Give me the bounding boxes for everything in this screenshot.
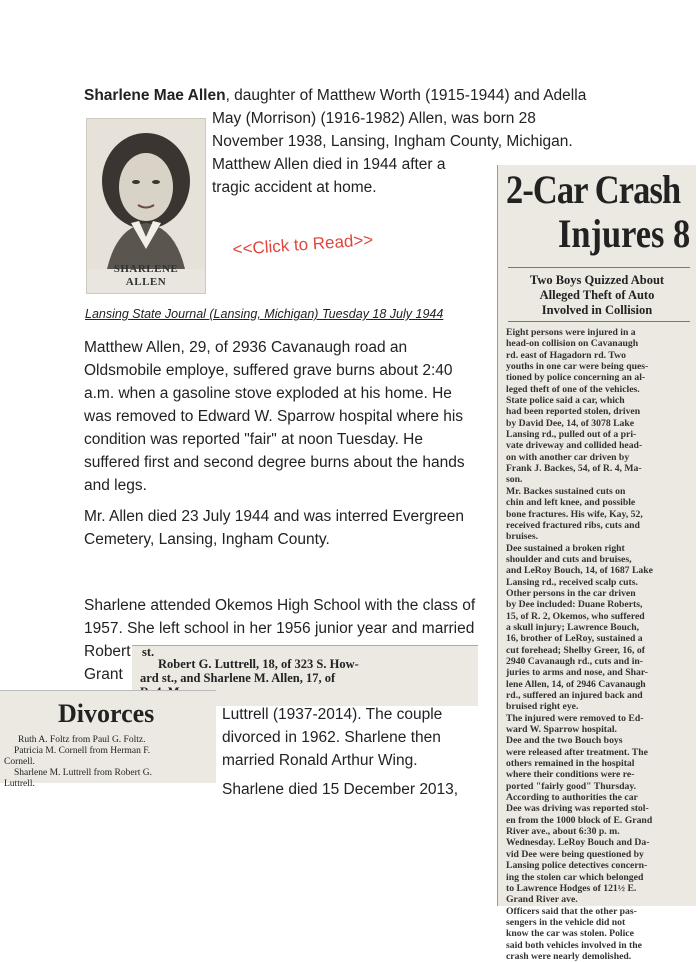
bio-line: tragic accident at home.: [212, 179, 377, 196]
article-body-line: leged theft of one of the vehicles.: [506, 383, 640, 395]
subhead-line: Involved in Collision: [541, 303, 653, 317]
article-body-line: Lansing police detectives concern-: [506, 860, 648, 872]
paragraph-line: Oldsmobile employe, suffered grave burns about 2:40: [84, 362, 453, 379]
article-body-line: a skull injury; Lawrence Bouch,: [506, 621, 640, 633]
article-body-line: State police said a car, which: [506, 395, 625, 407]
article-body-line: Lansing rd., pulled out of a pri-: [506, 429, 637, 441]
article-headline-line1: 2-Car Crash: [506, 167, 681, 212]
clipping-line: Luttrell.: [4, 779, 35, 789]
article-body-line: shoulder and cuts and bruises,: [506, 553, 632, 565]
divorces-heading: Divorces: [58, 699, 155, 728]
article-body-line: head-on collision on Cavanaugh: [506, 338, 639, 350]
article-body-line: Lansing rd., received scalp cuts.: [506, 576, 638, 588]
accident-paragraph: [84, 336, 484, 497]
paragraph-line: Cemetery, Lansing, Ingham County.: [84, 531, 330, 548]
paragraph-line: Mr. Allen died 23 July 1944 and was interred Evergreen: [84, 508, 464, 525]
bio-line: November 1938, Lansing, Ingham County, Michigan.: [212, 133, 573, 150]
bio-line: May (Morrison) (1916-1982) Allen, was born 28: [212, 110, 536, 127]
subhead-line: Two Boys Quizzed About: [529, 273, 665, 287]
paragraph-line: divorced in 1962. Sharlene then: [222, 729, 441, 746]
article-body-line: cut forehead; Shelby Greer, 16, of: [506, 644, 645, 656]
article-body-line: rd., suffered an injured back and: [506, 690, 643, 701]
article-body-line: crash were nearly demolished.: [506, 950, 632, 962]
article-body-line: had been reported stolen, driven: [506, 406, 641, 418]
article-body-line: vid Dee were being questioned by: [506, 848, 644, 860]
paragraph-line: 1957. She left school in her 1956 junior year and married: [84, 620, 475, 637]
article-body-line: Officers said that the other pas-: [506, 905, 637, 917]
photo-caption-line: ALLEN: [125, 276, 167, 288]
subhead-rule: [508, 321, 690, 322]
clipping-line: Patricia M. Cornell from Herman F.: [14, 746, 151, 756]
article-body-line: lene Allen, 14, of 2946 Cavanaugh: [506, 678, 646, 690]
death-paragraph: [84, 505, 484, 551]
crash-article-clipping: [497, 165, 696, 962]
article-body-line: Eight persons were injured in a: [506, 327, 636, 338]
article-body-line: ward W. Sparrow hospital.: [506, 724, 617, 736]
article-body-line: said both vehicles involved in the: [506, 939, 642, 951]
paragraph-line: Luttrell (1937-2014). The couple: [222, 706, 443, 723]
article-body-line: where their conditions were re-: [506, 769, 635, 781]
divorces-clipping: [0, 690, 216, 789]
bio-line: Matthew Allen died in 1944 after a: [212, 156, 446, 173]
article-body-line: en from the 1000 block of E. Grand: [506, 814, 653, 826]
clipping-line: Robert G. Luttrell, 18, of 323 S. How-: [158, 657, 359, 671]
divorce-paragraph: [222, 703, 502, 772]
article-body-line: According to authorities the car: [506, 792, 638, 804]
article-body-line: vate driveway and collided head-: [506, 440, 643, 452]
article-body-line: chin and left knee, and possible: [506, 497, 636, 509]
headline-rule: [508, 267, 690, 268]
article-body-line: rd. east of Hagadorn rd. Two: [506, 349, 626, 361]
paragraph-line: condition was reported "fair" at noon Tuesday. He: [84, 431, 423, 448]
click-to-read-link[interactable]: <<Click to Read>>: [232, 230, 374, 259]
article-body-line: tioned by police concerning an al-: [506, 372, 646, 384]
paragraph-line: Matthew Allen, 29, of 2936 Cavanaugh road an: [84, 339, 408, 356]
article-body-line: others remained in the hospital: [506, 758, 635, 770]
article-body-line: River ave., about 6:30 p. m.: [506, 826, 620, 838]
photo-caption: [87, 263, 205, 289]
article-body-line: Grand River ave.: [506, 894, 578, 906]
bio-intro-line: [84, 84, 644, 107]
article-headline-line2: Injures 8: [558, 211, 691, 256]
article-body-line: 2940 Cavanaugh rd., cuts and in-: [506, 655, 644, 667]
article-body-line: were released after treatment. The: [506, 746, 648, 758]
article-body-line: bruises.: [506, 531, 539, 543]
yearbook-photo: [86, 118, 206, 294]
paragraph-line: married Ronald Arthur Wing.: [222, 752, 418, 769]
clipping-line: Ruth A. Foltz from Paul G. Foltz.: [18, 735, 146, 745]
paragraph-line: Robert: [84, 643, 131, 660]
article-body-line: to Lawrence Hodges of 121½ E.: [506, 882, 637, 894]
paragraph-line: Grant: [84, 666, 123, 683]
article-body-line: by David Dee, 14, of 3078 Lake: [506, 417, 635, 429]
article-body: [506, 327, 688, 962]
article-body-line: sengers in the vehicle did not: [506, 916, 626, 928]
article-body-line: 15, of R. 2, Okemos, who suffered: [506, 610, 645, 622]
article-body-line: The injured were removed to Ed-: [506, 712, 644, 724]
paragraph-line: Sharlene attended Okemos High School with the class of: [84, 597, 476, 614]
portrait-image: [87, 119, 205, 269]
clipping-line: Sharlene M. Luttrell from Robert G.: [14, 768, 152, 778]
article-body-line: ported "fairly good" Thursday.: [506, 780, 637, 792]
paragraph-line: a.m. when a gasoline stove exploded at his home. He: [84, 385, 452, 402]
paragraph-line: suffered first and second degree burns about the hands: [84, 454, 465, 471]
paragraph-line: and legs.: [84, 477, 147, 494]
subhead-line: Alleged Theft of Auto: [539, 288, 655, 302]
article-body-line: on with another car driven by: [506, 451, 630, 463]
article-body-line: juries to arms and nose, and Shar-: [506, 667, 649, 679]
article-body-line: Wednesday. LeRoy Bouch and Da-: [506, 837, 650, 849]
article-body-line: by Dee included: Duane Roberts,: [506, 599, 643, 611]
article-body-line: bruised right eye.: [506, 701, 579, 713]
bio-intro-rest: , daughter of Matthew Worth (1915-1944) and Adella: [225, 87, 587, 104]
article-body-line: Dee sustained a broken right: [506, 542, 625, 554]
article-body-line: ing the stolen car which belonged: [506, 871, 644, 883]
article-body-line: Mr. Backes sustained cuts on: [506, 485, 626, 497]
article-body-line: youths in one car were being ques-: [506, 361, 649, 373]
paragraph-line: was removed to Edward W. Sparrow hospital where his: [84, 408, 464, 425]
subject-name: Sharlene Mae Allen: [84, 87, 226, 104]
article-body-line: bone fractures. His wife, Kay, 52,: [506, 508, 643, 520]
article-body-line: and LeRoy Bouch, 14, of 1687 Lake: [506, 565, 653, 577]
article-subhead: [508, 273, 686, 318]
article-body-line: son.: [506, 474, 523, 486]
photo-caption-line: SHARLENE: [113, 263, 179, 275]
article-body-line: Dee and the two Bouch boys: [506, 735, 623, 747]
article-body-line: Dee was driving was reported stol-: [506, 803, 649, 815]
article-body-line: received fractured ribs, cuts and: [506, 519, 640, 531]
source-citation[interactable]: Lansing State Journal (Lansing, Michigan) Tuesday 18 July 1944: [85, 307, 444, 321]
article-body-line: Frank J. Backes, 54, of R. 4, Ma-: [506, 463, 642, 475]
clipping-line: st.: [142, 645, 155, 659]
clipping-line: Cornell.: [4, 757, 35, 767]
article-body-line: know the car was stolen. Police: [506, 928, 634, 940]
clipping-line: ard st., and Sharlene M. Allen, 17, of: [140, 671, 336, 685]
article-body-line: Other persons in the car driven: [506, 587, 636, 599]
final-death-line: Sharlene died 15 December 2013,: [222, 781, 459, 798]
article-body-line: 16, brother of LeRoy, sustained a: [506, 633, 643, 645]
